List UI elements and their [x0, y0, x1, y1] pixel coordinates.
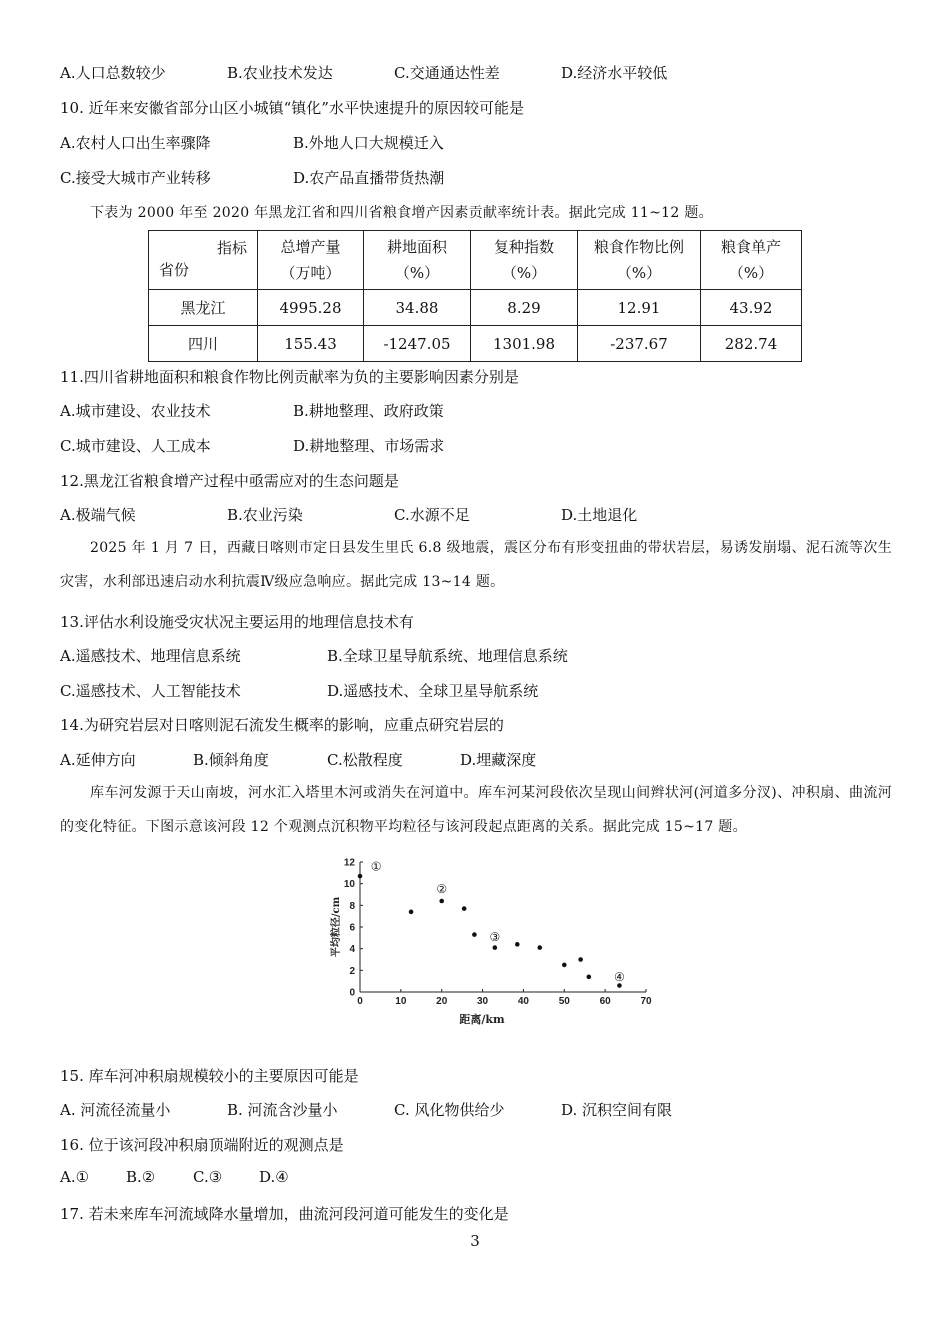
value-cell: -1247.05 [364, 326, 471, 362]
q12-option-c: C.水源不足 [394, 506, 470, 524]
q15-stem: 15. 库车河冲积扇规模较小的主要原因可能是 [60, 1067, 359, 1085]
value-cell: 1301.98 [471, 326, 578, 362]
q12-option-d: D.土地退化 [561, 506, 638, 524]
data-point [617, 983, 622, 988]
value-cell: -237.67 [578, 326, 701, 362]
q13-option-c: C.遥感技术、人工智能技术 [60, 682, 241, 700]
x-tick-label: 10 [395, 996, 407, 1007]
data-point [562, 963, 567, 968]
q16-stem: 16. 位于该河段冲积扇顶端附近的观测点是 [60, 1136, 344, 1154]
value-cell: 282.74 [701, 326, 802, 362]
q9-option-a: A.人口总数较少 [60, 64, 166, 82]
q14-option-d: D.埋藏深度 [460, 751, 537, 769]
data-point [578, 957, 583, 962]
y-tick-label: 6 [349, 922, 355, 934]
q13-option-d: D.遥感技术、全球卫星导航系统 [327, 682, 539, 700]
data-point [462, 906, 467, 911]
q10-option-d: D.农产品直播带货热潮 [293, 169, 445, 187]
header-grain-ratio: 粮食作物比例 （%） [578, 231, 701, 290]
grain-size-scatter-chart [325, 852, 655, 1027]
q10-stem: 10. 近年来安徽省部分山区小城镇“镇化”水平快速提升的原因较可能是 [60, 99, 524, 117]
header-farmland-area: 耕地面积 （%） [364, 231, 471, 290]
q12-stem: 12.黑龙江省粮食增产过程中亟需应对的生态问题是 [60, 472, 399, 490]
y-tick-label: 8 [349, 900, 355, 912]
y-tick-label: 2 [349, 965, 355, 977]
observation-marker-label: ① [370, 859, 382, 874]
province-cell: 黑龙江 [149, 290, 258, 326]
y-tick-label: 0 [349, 987, 355, 999]
data-point [493, 945, 498, 950]
x-tick-label: 0 [357, 996, 363, 1007]
x-tick-label: 30 [477, 996, 489, 1007]
y-tick-label: 10 [343, 879, 355, 891]
value-cell: 12.91 [578, 290, 701, 326]
y-tick-label: 4 [349, 944, 355, 956]
q10-option-a: A.农村人口出生率骤降 [60, 134, 211, 152]
header-multiple-cropping: 复种指数 （%） [471, 231, 578, 290]
q13-option-a: A.遥感技术、地理信息系统 [60, 647, 241, 665]
x-axis-label: 距离/km [459, 1013, 505, 1026]
data-point [472, 932, 477, 937]
table-intro: 下表为 2000 年至 2020 年黑龙江省和四川省粮食增产因素贡献率统计表。据此完成 11~12 题。 [90, 205, 713, 221]
river-intro [60, 776, 892, 844]
q12-option-b: B.农业污染 [227, 506, 303, 524]
river-intro-text: 库车河发源于天山南坡，河水汇入塔里木河或消失在河道中。库车河某河段依次呈现山间辫状河(河道多分汊)、冲积扇、曲流河的变化特征。下图示意该河段 12 个观测点沉积物平均粒径与该河段起点距离的关系。据此完成 15~17 题。 [60, 785, 892, 835]
q14-option-b: B.倾斜角度 [193, 751, 269, 769]
table-row [149, 290, 802, 326]
q17-stem: 17. 若未来库车河流域降水量增加，曲流河段河道可能发生的变化是 [60, 1205, 509, 1223]
data-point [409, 910, 414, 915]
header-grain-yield: 粮食单产 （%） [701, 231, 802, 290]
q10-option-c: C.接受大城市产业转移 [60, 169, 211, 187]
header-total-output: 总增产量 （万吨） [258, 231, 364, 290]
q14-stem: 14.为研究岩层对日喀则泥石流发生概率的影响，应重点研究岩层的 [60, 716, 504, 734]
q11-option-a: A.城市建设、农业技术 [60, 402, 211, 420]
observation-marker-label: ④ [614, 969, 625, 984]
q11-option-c: C.城市建设、人工成本 [60, 437, 211, 455]
q16-option-b: B.② [126, 1168, 156, 1186]
corner-indicator-label: 指标 [216, 239, 247, 257]
observation-marker-label: ② [436, 882, 448, 897]
q16-option-d: D.④ [259, 1168, 289, 1186]
q13-stem: 13.评估水利设施受灾状况主要运用的地理信息技术有 [60, 613, 414, 631]
q15-option-c: C. 风化物供给少 [394, 1101, 505, 1119]
value-cell: 4995.28 [258, 290, 364, 326]
q11-option-b: B.耕地整理、政府政策 [293, 402, 444, 420]
table-header-row [149, 231, 802, 290]
x-tick-label: 40 [517, 996, 529, 1007]
q10-option-b: B.外地人口大规模迁入 [293, 134, 444, 152]
table-row [149, 326, 802, 362]
grain-contribution-table [148, 230, 802, 362]
q9-option-c: C.交通通达性差 [394, 64, 500, 82]
value-cell: 155.43 [258, 326, 364, 362]
q15-option-a: A. 河流径流量小 [60, 1101, 171, 1119]
x-tick-label: 70 [640, 996, 652, 1007]
y-axis-label: 平均粒径/cm [331, 896, 342, 958]
q11-stem: 11.四川省耕地面积和粮食作物比例贡献率为负的主要影响因素分别是 [60, 368, 519, 386]
y-tick-label: 12 [343, 857, 355, 869]
q9-option-b: B.农业技术发达 [227, 64, 333, 82]
q12-option-a: A.极端气候 [60, 506, 136, 524]
earthquake-intro-text: 2025 年 1 月 7 日，西藏日喀则市定日县发生里氏 6.8 级地震，震区分布有形变扭曲的带状岩层，易诱发崩塌、泥石流等次生灾害，水利部迅速启动水利抗震Ⅳ级应急响应。据此完成 13~14 题。 [60, 540, 892, 590]
x-tick-label: 20 [436, 996, 448, 1007]
value-cell: 34.88 [364, 290, 471, 326]
q16-option-c: C.③ [193, 1168, 223, 1186]
data-point [358, 874, 363, 879]
table-corner-cell [149, 231, 258, 290]
data-point [587, 975, 592, 980]
data-point [439, 899, 444, 904]
q14-option-a: A.延伸方向 [60, 751, 136, 769]
q9-option-d: D.经济水平较低 [561, 64, 668, 82]
earthquake-intro [60, 531, 892, 599]
data-point [537, 945, 542, 950]
page-number: 3 [470, 1232, 480, 1250]
value-cell: 43.92 [701, 290, 802, 326]
observation-marker-label: ③ [489, 929, 501, 944]
corner-province-label: 省份 [159, 261, 190, 279]
value-cell: 8.29 [471, 290, 578, 326]
province-cell: 四川 [149, 326, 258, 362]
q14-option-c: C.松散程度 [327, 751, 403, 769]
data-point [515, 942, 520, 947]
q11-option-d: D.耕地整理、市场需求 [293, 437, 445, 455]
q13-option-b: B.全球卫星导航系统、地理信息系统 [327, 647, 568, 665]
q16-option-a: A.① [60, 1168, 90, 1186]
q15-option-b: B. 河流含沙量小 [227, 1101, 338, 1119]
x-tick-label: 60 [599, 996, 611, 1007]
x-tick-label: 50 [558, 996, 570, 1007]
q15-option-d: D. 沉积空间有限 [561, 1101, 673, 1119]
